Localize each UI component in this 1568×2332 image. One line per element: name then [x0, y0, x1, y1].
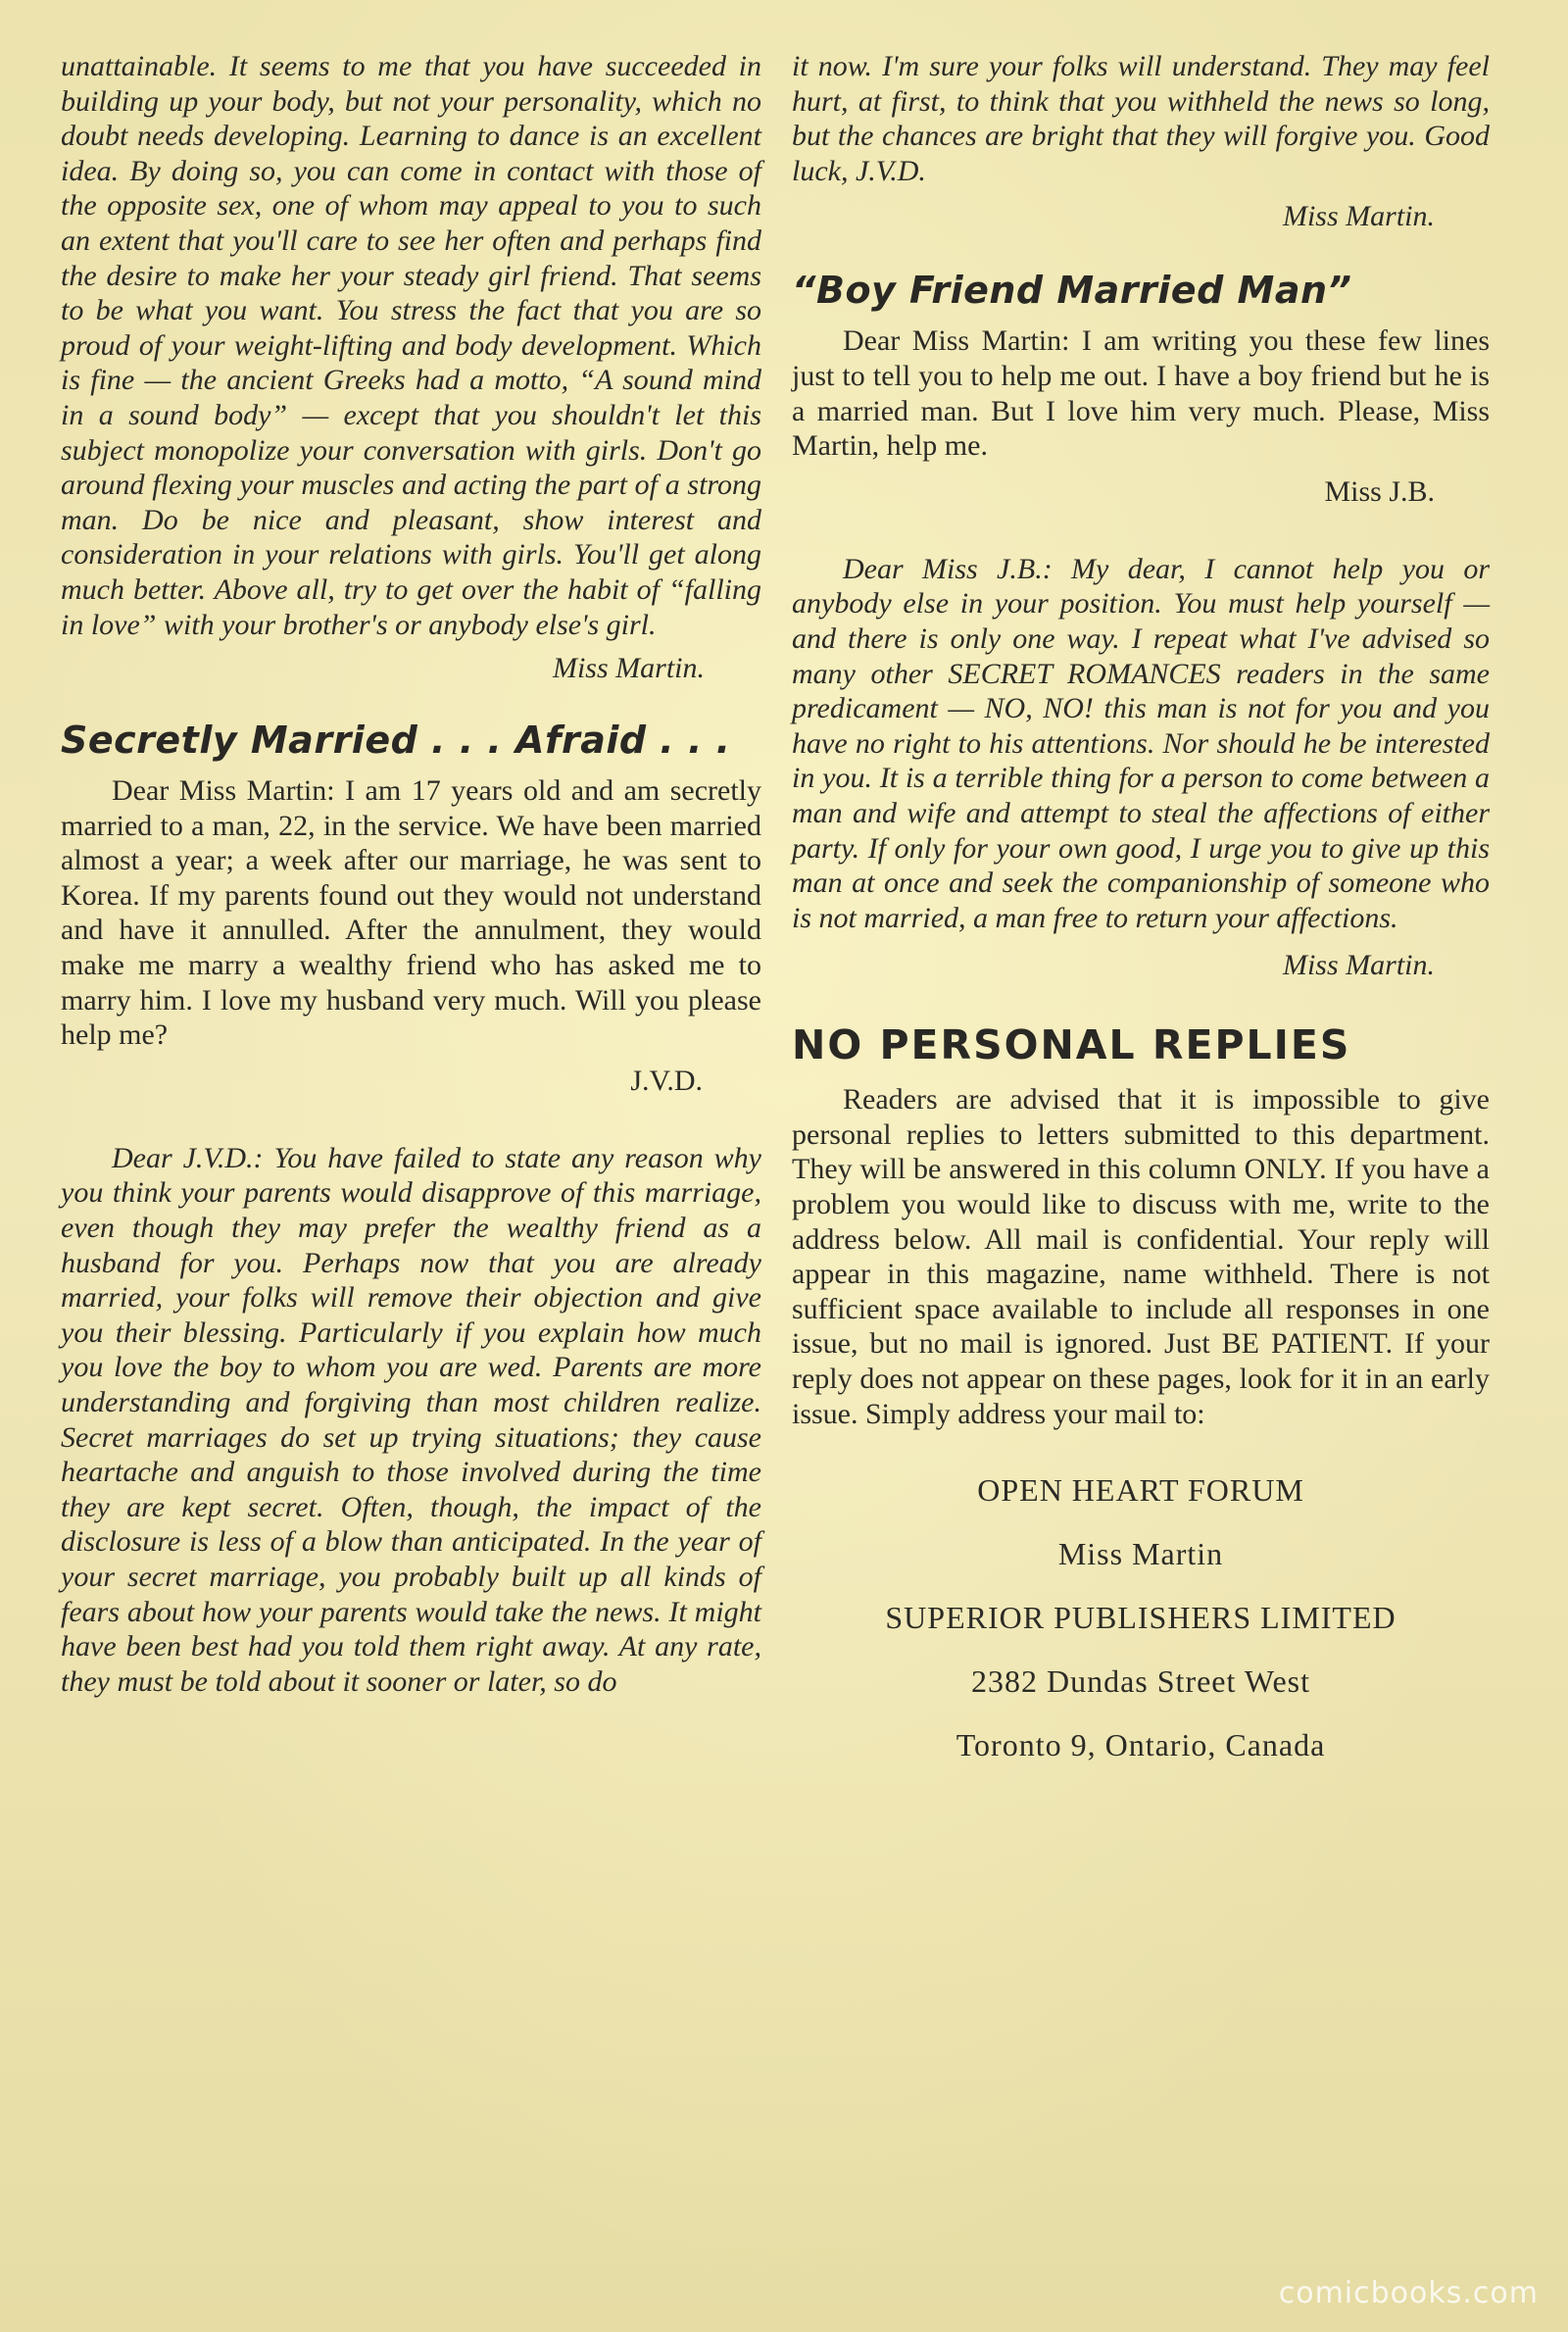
address-city: Toronto 9, Ontario, Canada — [956, 1727, 1326, 1763]
address-street: 2382 Dundas Street West — [970, 1663, 1310, 1700]
letter-jvd: Dear Miss Martin: I am 17 years old and am secretly married to a man, 22, in the service. We have been married almost a year; a week after our marriage, he was sent to Korea. If my parents found out they would not understand and have it annulled. After the annulment, they would make me marry a wealthy friend who has asked me to marry him. I love my husband very much. Will you please help me? — [61, 774, 761, 1052]
intro-reply-paragraph: unattainable. It seems to me that you have succeeded in building up your body, but not your personality, which no doubt needs developing. Learning to dance is an excellent idea. By doing so, you can come in contact with those of the opposite sex, one of whom may appeal to you to such an extent that you'll care to see her often and perhaps find the desire to make her your steady girl friend. That seems to be what you want. You stress the fact that you are so proud of your weight-lifting and body development. Which is fine — the ancient Greeks had a motto, “A sound mind in a sound body” — except that you shouldn't let this subject monopolize your conversation with girls. Don't go around flexing your muscles and acting the part of a strong man. Do be nice and pleasant, show interest and consideration in your relations with girls. You'll get along much better. Above all, try to get over the habit of “falling in love” with your brother's or anybody else's girl. — [61, 50, 761, 641]
letter-miss-jb: Dear Miss Martin: I am writing you these few lines just to tell you to help me out. I have a boy friend but he is a married man. But I love him very much. Please, Miss Martin, help me. — [792, 324, 1490, 463]
address-publisher: SUPERIOR PUBLISHERS LIMITED — [885, 1600, 1396, 1636]
heading-secretly-married: Secretly Married . . . Afraid . . . — [61, 719, 731, 763]
reply-to-jvd-signature: Miss Martin. — [1282, 200, 1435, 233]
reply-to-jvd: Dear J.V.D.: You have failed to state any reason why you think your parents would disapprove of this marriage, even though they may prefer the wealthy friend as a husband for you. Perhaps now that you are already married, your folks will remove their objection and give you their blessing. Particularly if you explain how much you love the boy to whom you are wed. Parents are more understanding and forgiving than most children realize. Secret marriages do set up trying situations; they cause heartache and anguish to those involved during the time they are kept secret. Often, though, the impact of the disclosure is less of a blow than anticipated. In the year of your secret marriage, you probably built up all kinds of fears about how your parents would take the news. It might have been best had you told them right away. At any rate, they must be told about it sooner or later, so do — [61, 1141, 761, 1698]
address-forum-name: OPEN HEART FORUM — [977, 1472, 1304, 1509]
reply-to-jvd-continued: it now. I'm sure your folks will understand. They may feel hurt, at first, to think that you withheld the news so long, but the chances are bright that they will forgive you. Good luck, J.V.D. — [792, 50, 1490, 187]
letter-miss-jb-signature: Miss J.B. — [1324, 474, 1435, 508]
left-column — [61, 0, 761, 1699]
heading-boy-friend-married-man: “Boy Friend Married Man” — [792, 269, 1352, 313]
watermark-text: comicbooks.com — [1278, 2276, 1539, 2310]
reply-to-miss-jb: Dear Miss J.B.: My dear, I cannot help you or anybody else in your position. You must help yourself — and there is only one way. I repeat what I've advised so many other SECRET ROMANCES readers in the same predicament — NO, NO! this man is not for you and you have no right to his attentions. Nor should he be interested in you. It is a terrible thing for a person to come between a man and wife and attempt to steal the affections of either party. If only for your own good, I urge you to give up this man at once and seek the companionship of someone who is not married, a man free to return your affections. — [792, 552, 1490, 934]
mailing-address — [792, 1472, 1490, 1763]
letter-jvd-signature: J.V.D. — [630, 1064, 703, 1097]
right-column — [792, 0, 1490, 1763]
notice-paragraph: Readers are advised that it is impossible to give personal replies to letters submitted to this department. They will be answered in this column ONLY. If you have a problem you would like to discuss with me, write to the address below. All mail is confidential. Your reply will appear in this magazine, name withheld. There is not sufficient space available to include all responses in one issue, but no mail is ignored. Just BE PATIENT. If your reply does not appear on these pages, look for it in an early issue. Simply address your mail to: — [792, 1083, 1490, 1430]
heading-no-personal-replies: NO PERSONAL REPLIES — [792, 1021, 1351, 1069]
address-recipient: Miss Martin — [1057, 1536, 1224, 1572]
reply-to-miss-jb-signature: Miss Martin. — [1282, 949, 1435, 982]
intro-reply-signature: Miss Martin. — [552, 652, 705, 685]
